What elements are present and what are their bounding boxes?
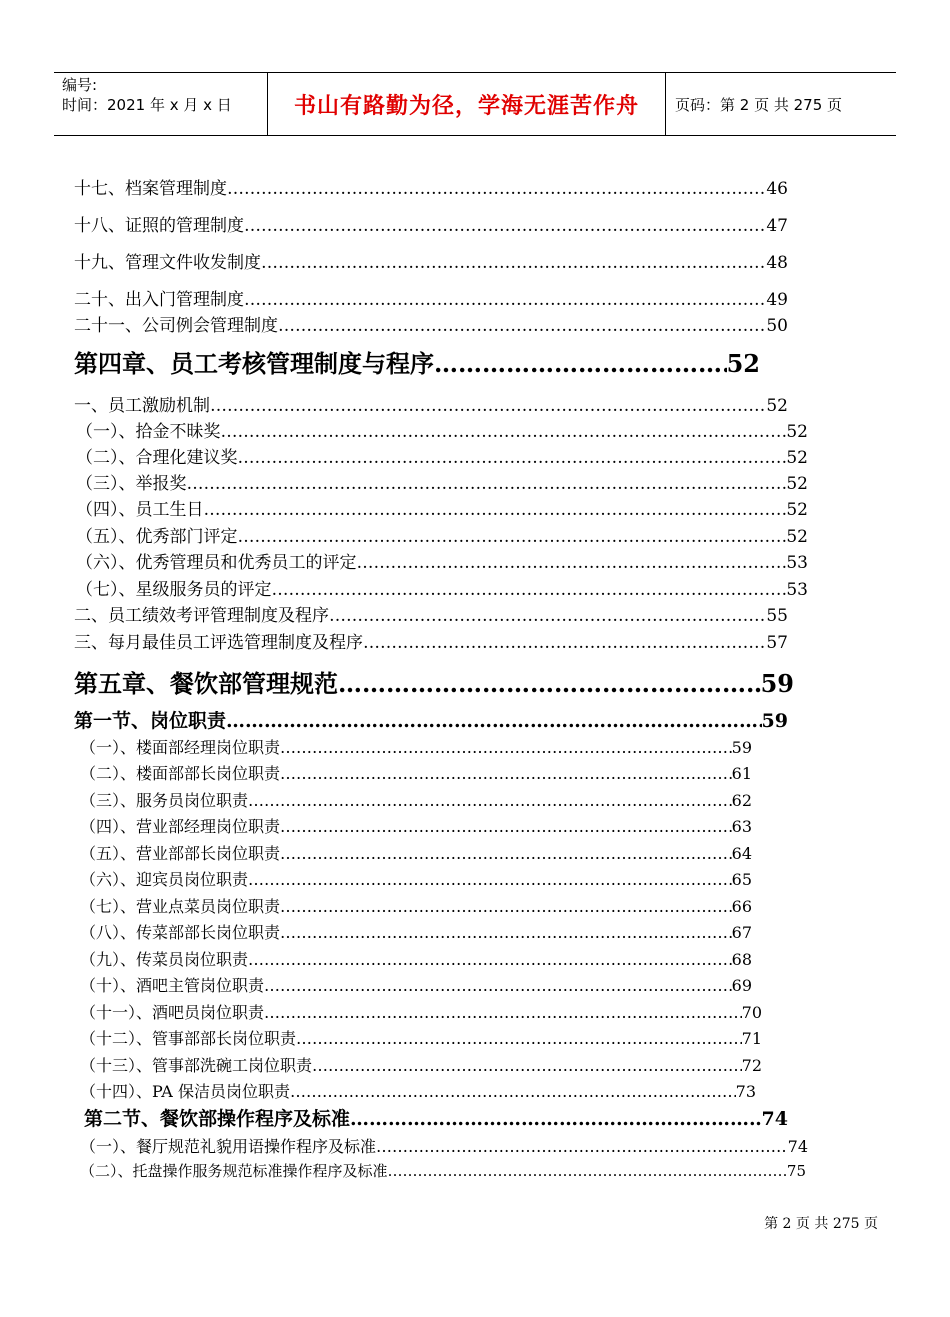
header-page-number: 页码：第 2 页 共 275 页 <box>675 95 843 114</box>
toc-entry-page: 52 <box>786 527 808 547</box>
toc-entry-title: （二）、楼面部部长岗位职责 <box>80 764 281 783</box>
toc-entry-title: （一）、楼面部经理岗位职责 <box>80 738 281 757</box>
toc-leader-dots <box>280 817 732 836</box>
toc-entry <box>80 867 752 890</box>
toc-leader-dots <box>388 1162 787 1180</box>
toc-entry-title: （十四）、PA 保洁员岗位职责 <box>80 1082 290 1101</box>
toc-leader-dots <box>363 633 766 653</box>
toc-entry <box>80 814 752 837</box>
toc-entry-page: 66 <box>731 897 752 916</box>
header-left-cell <box>54 73 268 135</box>
toc-leader-dots <box>248 950 732 969</box>
toc-entry-page: 75 <box>786 1162 806 1180</box>
toc-entry-page: 71 <box>741 1029 762 1048</box>
header-number: 编号: <box>62 76 98 94</box>
toc-leader-dots <box>290 1082 736 1101</box>
toc-leader-dots <box>221 422 787 442</box>
toc-entry-page: 65 <box>731 870 752 889</box>
page-footer: 第 2 页 共 275 页 <box>764 1216 878 1232</box>
toc-entry <box>80 1053 762 1076</box>
toc-entry <box>76 522 808 547</box>
toc-entry-title: 第一节、岗位职责 <box>74 710 227 732</box>
toc-leader-dots <box>280 738 732 757</box>
toc-entry-page: 49 <box>766 290 788 310</box>
toc-leader-dots <box>227 179 766 199</box>
toc-entry-page: 63 <box>731 817 752 836</box>
toc-entry <box>76 417 808 442</box>
toc-leader-dots <box>350 1108 762 1130</box>
toc-entry-title: （七）、星级服务员的评定 <box>76 580 272 600</box>
toc-leader-dots <box>248 791 732 810</box>
toc-entry-page: 52 <box>786 500 808 520</box>
toc-entry <box>80 1026 762 1049</box>
toc-leader-dots <box>238 448 787 468</box>
toc-entry <box>76 548 808 573</box>
toc-entry-page: 55 <box>766 606 788 626</box>
toc-entry-title: （五）、优秀部门评定 <box>76 527 238 547</box>
toc-entry-title: （三）、举报奖 <box>76 474 187 494</box>
toc-entry <box>76 575 808 600</box>
toc-entry-page: 74 <box>761 1108 788 1130</box>
toc-entry-page: 52 <box>786 474 808 494</box>
toc-entry-title: 一、员工激励机制 <box>74 396 210 416</box>
toc-entry-title: 十八、证照的管理制度 <box>74 216 244 236</box>
header-motto: 书山有路勤为径，学海无涯苦作舟 <box>293 93 639 119</box>
toc-leader-dots <box>210 396 766 416</box>
toc-entry-title: （九）、传菜员岗位职责 <box>80 950 249 969</box>
page-header <box>54 72 896 136</box>
toc-entry-page: 59 <box>731 738 752 757</box>
toc-entry-title: 第五章、餐饮部管理规范 <box>74 669 338 698</box>
toc-leader-dots <box>261 253 766 273</box>
toc-entry <box>74 311 788 336</box>
toc-entry-page: 48 <box>766 253 788 273</box>
toc-entry-title: （一）、拾金不昧奖 <box>76 422 221 442</box>
toc-entry-title: （十）、酒吧主管岗位职责 <box>80 976 265 995</box>
toc-leader-dots <box>280 897 732 916</box>
toc-entry-title: （十一）、酒吧员岗位职责 <box>80 1003 265 1022</box>
toc-leader-dots <box>264 1003 742 1022</box>
toc-entry <box>74 211 788 236</box>
toc-entry-title: （四）、员工生日 <box>76 500 204 520</box>
toc-entry-title: （三）、服务员岗位职责 <box>80 791 249 810</box>
toc-entry-page: 74 <box>787 1137 808 1156</box>
toc-entry-title: （一）、餐厅规范礼貌用语操作程序及标准 <box>80 1137 377 1156</box>
toc-entry <box>74 706 788 733</box>
toc-entry-title: 二、员工绩效考评管理制度及程序 <box>74 606 329 626</box>
toc-entry-page: 52 <box>786 448 808 468</box>
toc-entry-title: （四）、营业部经理岗位职责 <box>80 817 281 836</box>
toc-entry-page: 52 <box>786 422 808 442</box>
toc-entry <box>80 1134 808 1157</box>
toc-entry-page: 68 <box>731 950 752 969</box>
toc-leader-dots <box>329 606 766 626</box>
toc-leader-dots <box>278 316 766 336</box>
toc-entry <box>80 735 752 758</box>
toc-entry-page: 50 <box>766 316 788 336</box>
toc-entry-page: 64 <box>731 844 752 863</box>
toc-entry <box>74 285 788 310</box>
toc-entry-page: 52 <box>726 349 760 378</box>
toc-entry <box>80 947 752 970</box>
toc-entry <box>76 495 808 520</box>
toc-entry <box>80 1000 762 1023</box>
toc-leader-dots <box>264 976 732 995</box>
toc-entry-title: （二）、托盘操作服务规范标准操作程序及标准 <box>80 1162 388 1180</box>
toc-leader-dots <box>248 870 732 889</box>
toc-entry <box>80 1160 806 1181</box>
toc-entry <box>80 920 752 943</box>
toc-entry-title: （十二）、管事部部长岗位职责 <box>80 1029 297 1048</box>
toc-entry <box>74 628 788 653</box>
toc-entry-title: （六）、优秀管理员和优秀员工的评定 <box>76 553 357 573</box>
toc-entry <box>80 841 752 864</box>
toc-leader-dots <box>280 923 732 942</box>
toc-entry-page: 52 <box>766 396 788 416</box>
toc-entry-title: （八）、传菜部部长岗位职责 <box>80 923 281 942</box>
toc-leader-dots <box>357 553 787 573</box>
header-time: 时间：2021 年 x 月 x 日 <box>62 96 232 114</box>
toc-entry-title: （五）、营业部部长岗位职责 <box>80 844 281 863</box>
toc-entry-page: 67 <box>731 923 752 942</box>
toc-leader-dots <box>338 669 761 698</box>
toc-entry <box>74 174 788 199</box>
toc-leader-dots <box>238 527 787 547</box>
toc-entry <box>74 601 788 626</box>
toc-leader-dots <box>244 216 766 236</box>
toc-leader-dots <box>312 1056 742 1075</box>
toc-entry-title: （二）、合理化建议奖 <box>76 448 238 468</box>
toc-entry <box>80 761 752 784</box>
toc-leader-dots <box>376 1137 788 1156</box>
toc-leader-dots <box>187 474 787 494</box>
toc-entry-page: 57 <box>766 633 788 653</box>
toc-entry-title: 二十一、公司例会管理制度 <box>74 316 278 336</box>
toc-entry <box>76 469 808 494</box>
toc-leader-dots <box>204 500 787 520</box>
toc-leader-dots <box>272 580 787 600</box>
toc-entry-title: 第二节、餐饮部操作程序及标准 <box>84 1108 351 1130</box>
toc-leader-dots <box>244 290 766 310</box>
header-page-cell <box>666 73 896 135</box>
toc-entry-page: 46 <box>766 179 788 199</box>
toc-entry-title: （十三）、管事部洗碗工岗位职责 <box>80 1056 313 1075</box>
toc-entry-page: 72 <box>741 1056 762 1075</box>
toc-entry-title: 第四章、员工考核管理制度与程序 <box>74 349 434 378</box>
toc-entry <box>74 248 788 273</box>
toc-entry-page: 53 <box>786 580 808 600</box>
toc-entry-page: 61 <box>731 764 752 783</box>
toc-leader-dots <box>434 349 727 378</box>
toc-leader-dots <box>280 764 732 783</box>
toc-entry-page: 73 <box>735 1082 756 1101</box>
toc-leader-dots <box>226 710 762 732</box>
toc-entry-title: （七）、营业点菜员岗位职责 <box>80 897 281 916</box>
toc-entry <box>80 973 752 996</box>
toc-entry <box>80 894 752 917</box>
toc-entry <box>74 344 760 379</box>
toc-entry-title: 十七、档案管理制度 <box>74 179 227 199</box>
toc-entry <box>80 1079 756 1102</box>
toc-entry-page: 59 <box>760 669 794 698</box>
toc-entry-title: （六）、迎宾员岗位职责 <box>80 870 249 889</box>
toc-entry <box>76 443 808 468</box>
toc-leader-dots <box>296 1029 742 1048</box>
toc-leader-dots <box>280 844 732 863</box>
toc-entry <box>74 391 788 416</box>
toc-entry-page: 47 <box>766 216 788 236</box>
toc-entry-page: 53 <box>786 553 808 573</box>
toc-entry-page: 62 <box>731 791 752 810</box>
toc-entry-page: 69 <box>731 976 752 995</box>
header-motto-cell <box>268 73 666 135</box>
toc-entry-title: 二十、出入门管理制度 <box>74 290 244 310</box>
toc-entry-title: 三、每月最佳员工评选管理制度及程序 <box>74 633 363 653</box>
toc-entry <box>80 788 752 811</box>
toc-entry <box>84 1104 788 1131</box>
toc-entry <box>74 664 794 699</box>
toc-entry-title: 十九、管理文件收发制度 <box>74 253 261 273</box>
toc-entry-page: 59 <box>761 710 788 732</box>
toc-entry-page: 70 <box>741 1003 762 1022</box>
